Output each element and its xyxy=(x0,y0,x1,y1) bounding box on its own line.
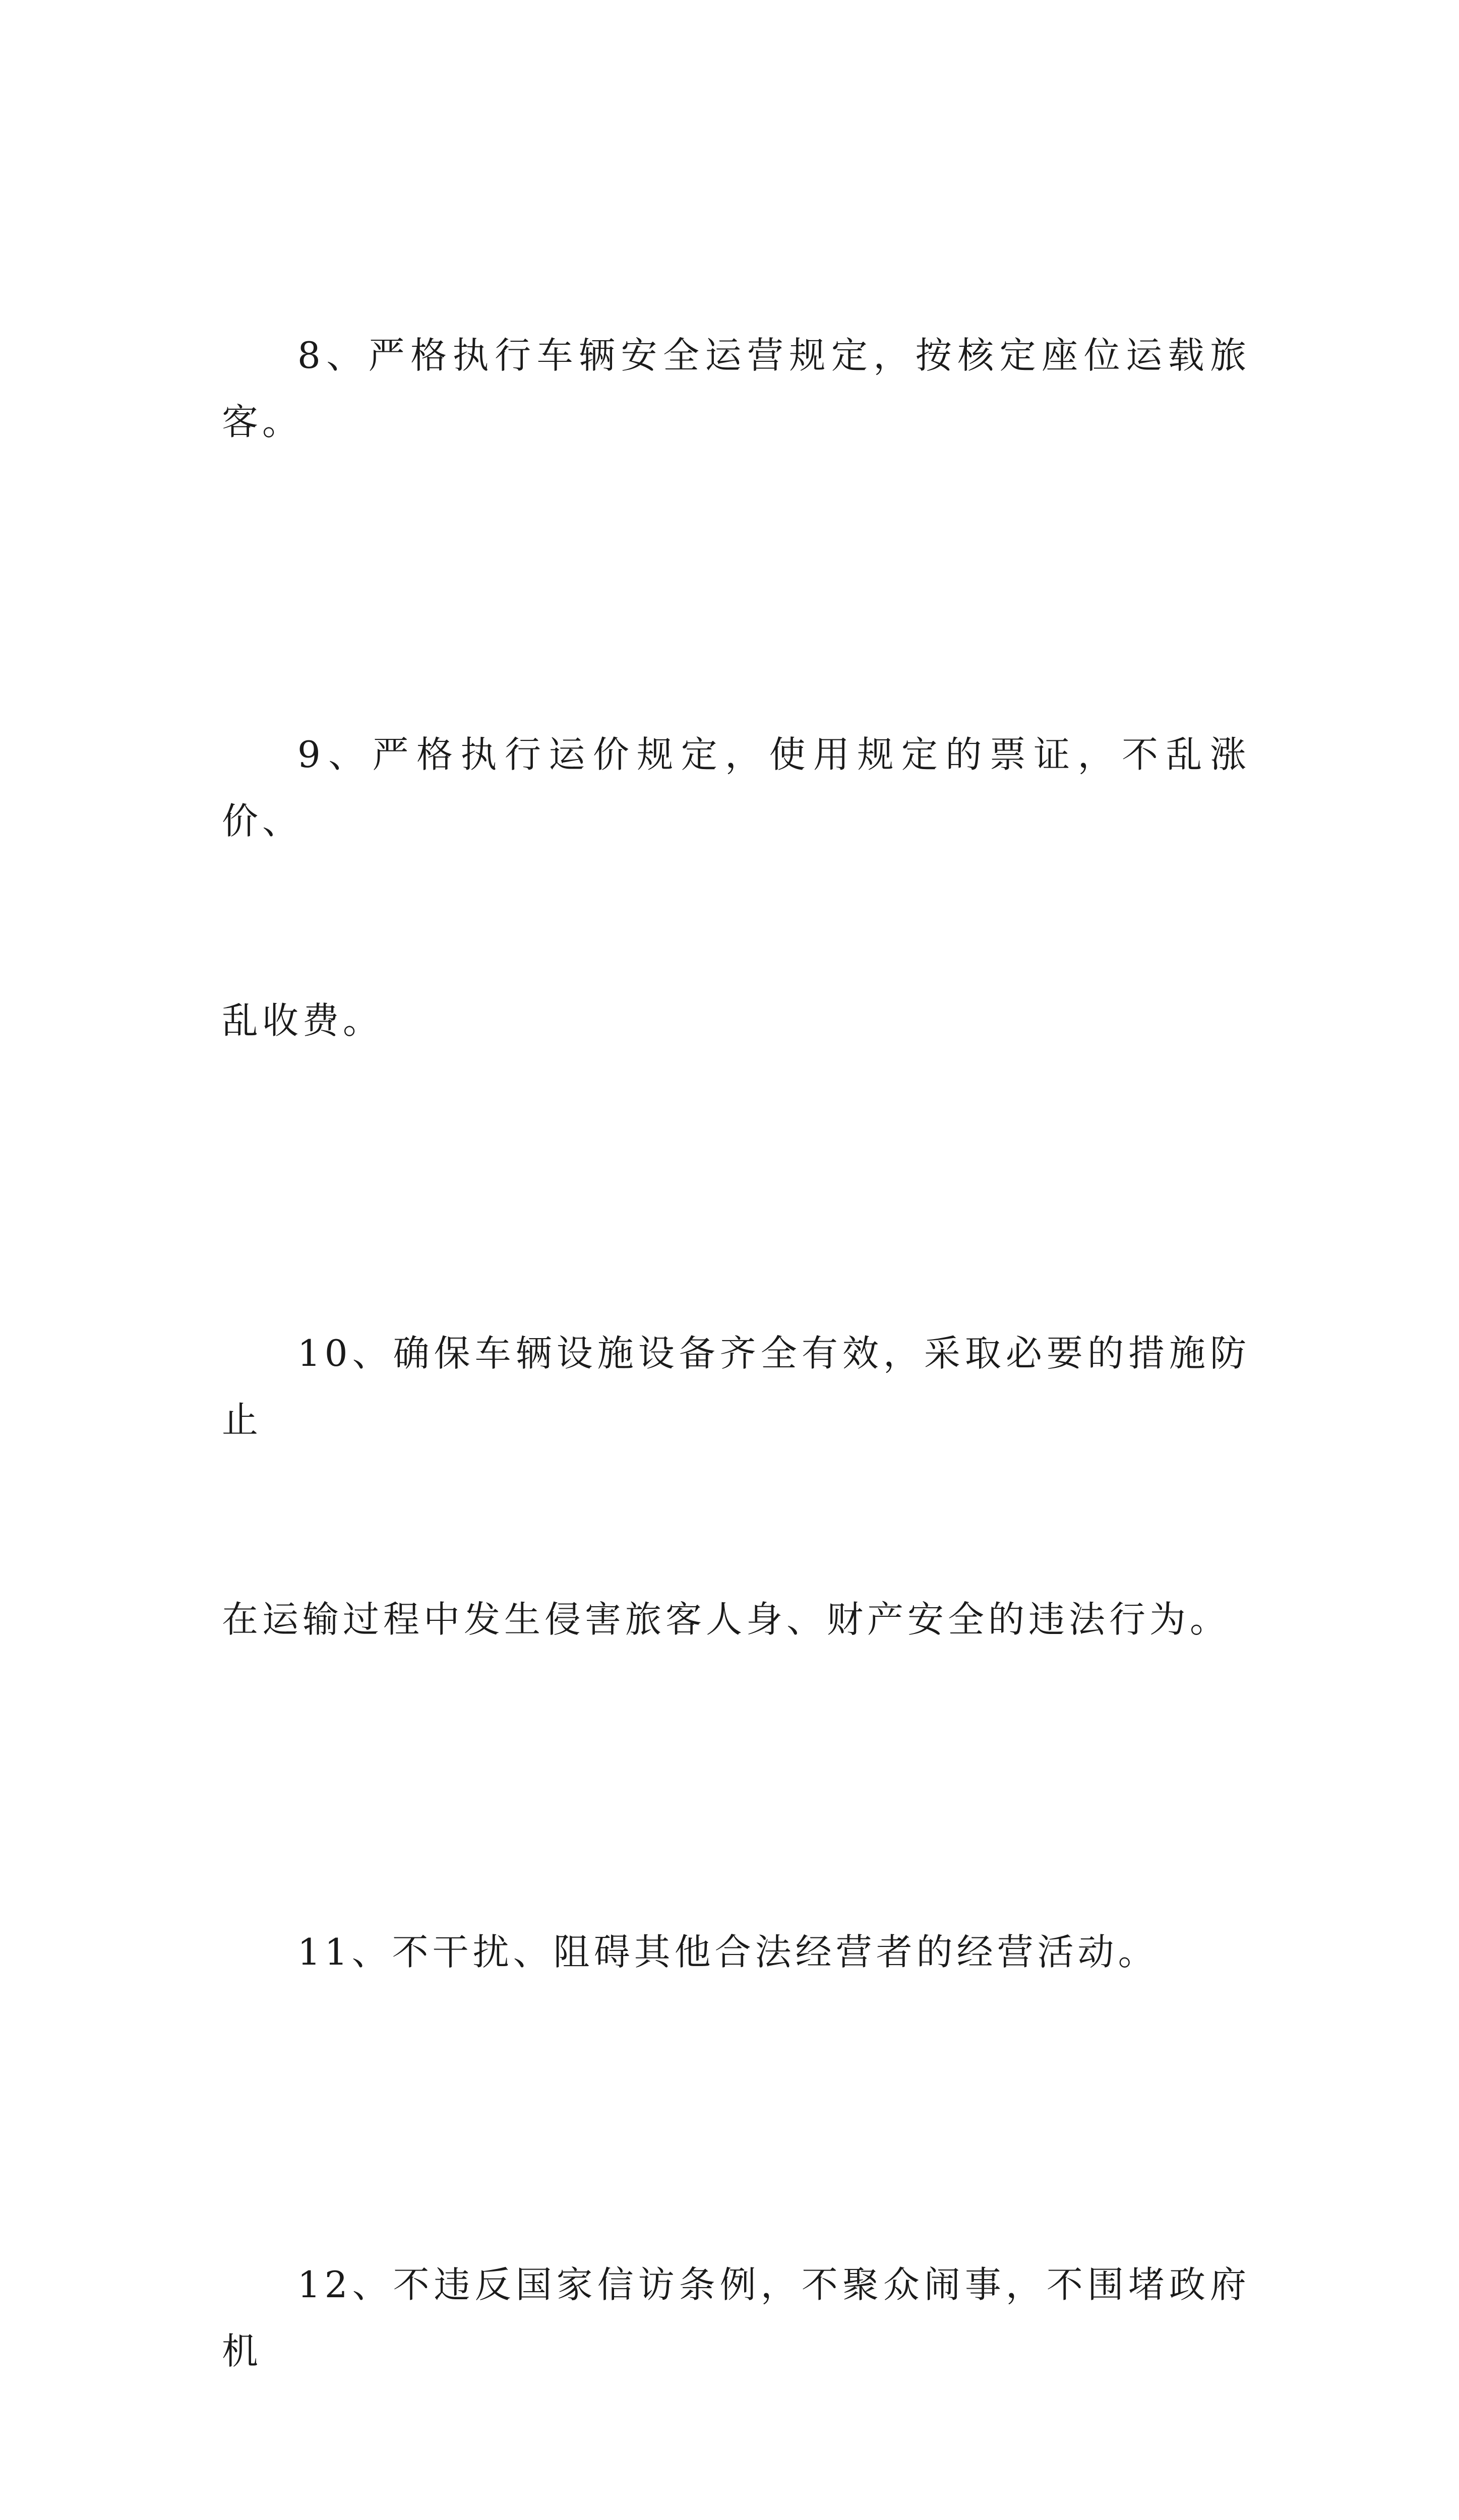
paragraph-11 xyxy=(222,1786,1250,2118)
paragraph-line: 12、不违反国家信访条例，不聚众闹事，不围堵政府机 xyxy=(222,2263,1250,2372)
paragraph-line: 11、不干扰、阻碍其他合法经营者的经营活动。 xyxy=(297,1931,1159,1973)
paragraph-10 xyxy=(222,1187,1250,1786)
paragraph-line: 9、严格执行运价规定，使用规定的票证，不乱涨价、 xyxy=(222,733,1250,842)
paragraph-12 xyxy=(222,2118,1250,2520)
paragraph-9 xyxy=(222,588,1250,1187)
paragraph-line: 8、严格执行车辆安全运营规定，按核定座位运载旅客。 xyxy=(222,334,1250,443)
document-body xyxy=(222,189,1250,2520)
paragraph-line: 10、确保车辆设施设备齐全有效，采取必要的措施防止 xyxy=(222,1332,1250,1441)
paragraph-8 xyxy=(222,189,1250,588)
paragraph-line xyxy=(146,2517,1250,2520)
paragraph-line: 在运输过程中发生侵害旅客人身、财产安全的违法行为。 xyxy=(222,1598,1231,1641)
paragraph-line: 乱收费。 xyxy=(222,999,384,1042)
